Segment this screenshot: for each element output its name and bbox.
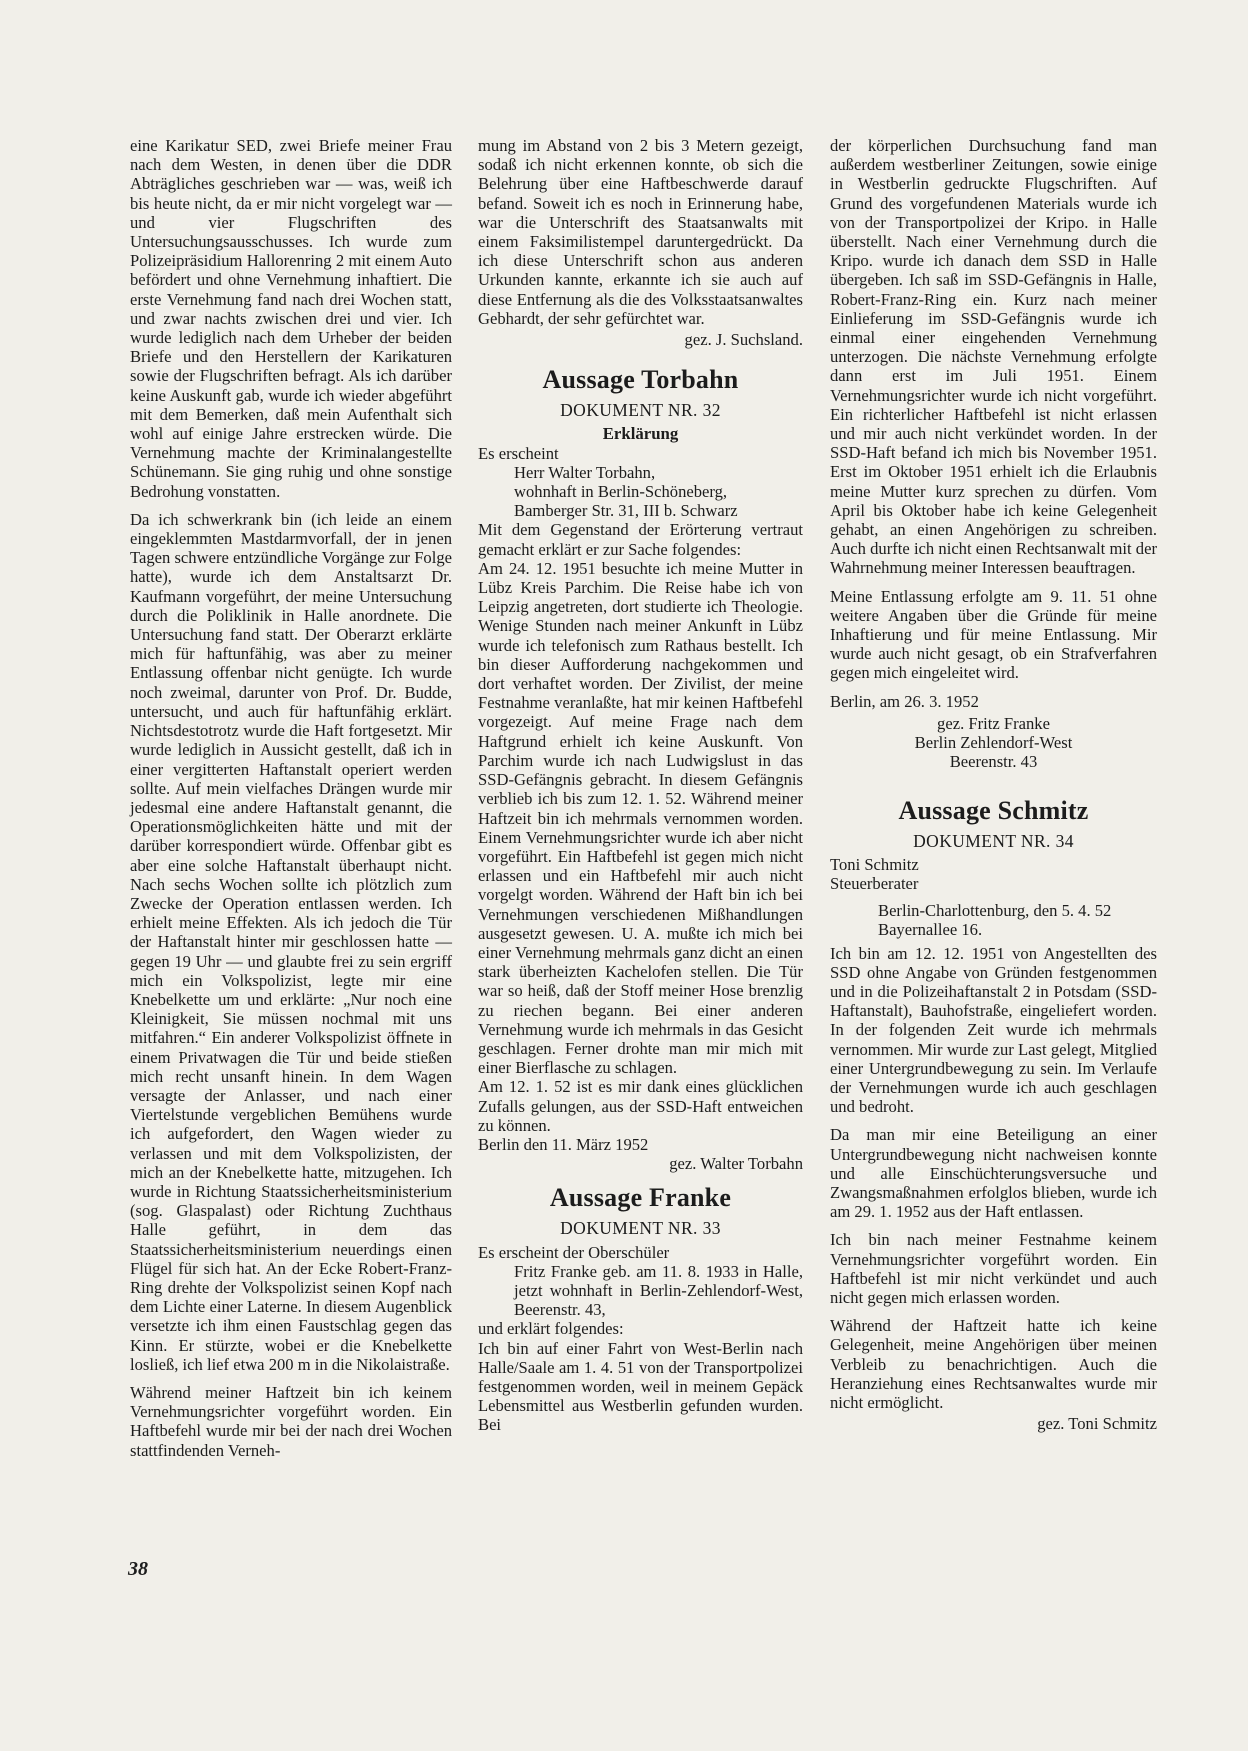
address-line: Bamberger Str. 31, III b. Schwarz <box>514 501 738 521</box>
text-line: Es erscheint <box>478 443 559 463</box>
text-line: Steuerberater <box>830 873 919 893</box>
document-number: DOKUMENT NR. 32 <box>560 400 721 421</box>
paragraph: Da man mir eine Beteiligung an einer Untergrundbewegung nicht nachweisen konnte und alle Einschüchterungsversuche und Zwangsmaßnahmen erfolglos blieben, wurde ich am 29. 1. 1952 aus der Haft entlassen. <box>830 1125 1157 1222</box>
text-line: Toni Schmitz <box>830 854 919 874</box>
column-middle <box>478 136 803 1435</box>
paragraph: Meine Entlassung erfolgte am 9. 11. 51 ohne weitere Angaben über die Gründe für meine Inhaftierung und für meine Entlassung. Mir wurde auch nicht gesagt, ob ein Strafverfahren gegen mich eingeleitet wird. <box>830 586 1157 683</box>
paragraph: Während meiner Haftzeit bin ich keinem Vernehmungsrichter vorgeführt worden. Ein Haftbefehl wurde mir bei der nach drei Wochen stattfindenden Verneh- <box>130 1383 452 1460</box>
paragraph: der körperlichen Durchsuchung fand man außerdem westberliner Zeitungen, sowie einige in Westberlin gedruckte Flugschriften. Auf Grund des vorgefundenen Materials wurde ich von der Transportpolizei der Kripo. in Halle überstellt. Nach einer Vernehmung durch die Kripo. wurde ich danach dem SSD in Halle übergeben. Ich saß im SSD-Gefängnis in Halle, Robert-Franz-Ring ein. Kurz nach meiner Einlieferung im SSD-Gefängnis wurde ich einmal einer eingehenden Vernehmung unterzogen. Die nächste Vernehmung erfolgte dann erst im Juli 1951. Einem Vernehmungsrichter wurde ich nicht vorgeführt. Ein richterlicher Haftbefehl ist nicht erlassen und mir auch nicht verkündet worden. In der SSD-Haft befand ich mich bis November 1951. Erst im Oktober 1951 erhielt ich die Erlaubnis meine Mutter kurz sprechen zu dürfen. Vom April bis Oktober habe ich keine Gelegenheit gehabt, an einen Angehörigen zu schreiben. Auch durfte ich nicht einen Rechtsanwalt mit der Wahrnehmung meiner Interessen beauftragen. <box>830 136 1157 578</box>
paragraph: Am 24. 12. 1951 besuchte ich meine Mutter in Lübz Kreis Parchim. Die Reise habe ich von Leipzig angetreten, dort studierte ich Theologie. Wenige Stunden nach meiner Ankunft in Lübz wurde ich telefonisch zum Rathaus bestellt. Ich bin dieser Aufforderung nachgekommen und dort verhaftet worden. Der Zivilist, der meine Festnahme veranlaßte, hat mir keinen Haftbefehl vorgezeigt. Auf meine Frage nach dem Haftgrund erhielt ich keine Auskunft. Von Parchim wurde ich nach Ludwigslust in das SSD-Gefängnis gebracht. In diesem Gefängnis verblieb ich bis zum 12. 1. 52. Während meiner Haftzeit bin ich mehrmals vernommen worden. Einem Vernehmungsrichter wurde ich aber nicht vorgeführt. Ein Haftbefehl ist gegen mich nicht erlassen und ein Haftbefehl mir auch nicht vorgelgt worden. Während der Haft bin ich bei Vernehmungen verschiedenen Mißhandlungen ausgesetzt gewesen. U. A. mußte ich mich bei einer Vernehmung mehrmals ganz dicht an einen stark überheizten Kachelofen stellen. Die Tür war so heiß, daß der Stoff meiner Hose brenzlig zu riechen begann. Bei einer anderen Vernehmung wurde ich mehrmals in das Gesicht geschlagen. Ferner drohte man mir mich mit einer Bierflasche zu schlagen. <box>478 558 803 1078</box>
signature: gez. Walter Torbahn <box>669 1154 803 1174</box>
page-number: 38 <box>128 1558 148 1580</box>
address-block: Fritz Franke geb. am 11. 8. 1933 in Halle, jetzt wohnhaft in Berlin-Zehlendorf-West, Beerenstr. 43, <box>514 1261 803 1320</box>
paragraph: mung im Abstand von 2 bis 3 Metern gezeigt, sodaß ich nicht erkennen konnte, ob sich die Belehrung über eine Haftbeschwerde darauf befand. Soweit ich es noch in Erinnerung habe, war die Unterschrift des Staatsanwalts mit einem Faksimilistempel daruntergedrückt. Da ich diese Unterschrift schon aus anderen Urkunden kannte, erkannte ich sie auch auf diese Entfernung als die des Volksstaatsanwaltes Gebhardt, der sehr gefürchtet war. <box>478 136 803 328</box>
document-number: DOKUMENT NR. 34 <box>913 830 1074 851</box>
paragraph: Mit dem Gegenstand der Erörterung vertraut gemacht erklärt er zur Sache folgendes: <box>478 520 803 559</box>
address-line: Bayernallee 16. <box>878 920 983 940</box>
paragraph: Da ich schwerkrank bin (ich leide an einem eingeklemmten Mastdarmvorfall, der in jenen Tagen schwere entzündliche Vorgänge zur Folge hatte), wurde ich dem Anstaltsarzt Dr. Kaufmann vorgeführt, der meine Untersuchung durch die Poliklinik in Halle anordnete. Die Untersuchung fand statt. Der Oberarzt erklärte mich für haftunfähig, was aber zu meiner Entlassung offenbar nicht genügte. Ich wurde noch zweimal, darunter von Prof. Dr. Budde, untersucht, und auch für haftunfähig erklärt. Nichtsdestotrotz wurde die Haft fortgesetzt. Mir wurde lediglich in Aussicht gestellt, daß ich in einer vergitterten Haftanstalt operiert werden sollte. Auf mein vielfaches Drängen wurde mir jedesmal eine andere Haftanstalt genannt, die Operationsmöglichkeiten hätte und mit der darüber korrespondiert würde. Offenbar gibt es aber eine solche Haftanstalt überhaupt nicht. Nach sechs Wochen sollte ich plötzlich zum Zwecke der Operation entlassen werden. Ich erhielt meine Effekten. Als ich jedoch die Tür der Haftanstalt hinter mir geschlossen hatte — gegen 19 Uhr — und glaubte frei zu sein ergriff mich ein Volkspolizist, legte mir eine Knebelkette um und erklärte: „Nur noch eine Kleinigkeit, Sie müssen nochmal mit uns mitfahren.“ Ein anderer Volkspolizist öffnete in einem Privatwagen die Tür und beide stießen mich recht unsanft hinein. In dem Wagen versagte der Anlasser, und nach einer Viertelstunde vergeblichen Bemühens wurde ich aufgefordert, den Wagen wieder zu verlassen und mit dem Volkspolizisten, der mich an der Knebelkette hatte, mitzugehen. Ich wurde in Richtung Staatssicherheitsministerium (sog. Glaspalast) oder Richtung Zuchthaus Halle geführt, in dem das Staatssicherheitsministerium neuerdings einen Flügel für sich hat. An der Ecke Robert-Franz-Ring drehte der Volkspolizist seinen Kopf nach dem Lichte einer Laterne. In diesem Augenblick versetzte ich ihm einen Faustschlag gegen das Kinn. Er stürzte, wobei er die Knebelkette losließ, ich lief etwa 200 m in die Nikolaistraße. <box>130 509 452 1374</box>
paragraph: Während der Haftzeit hatte ich keine Gelegenheit, meine Angehörigen über meinen Verbleib zu benachrichtigen. Auch die Heranziehung eines Rechtsanwaltes wurde mir nicht ermöglicht. <box>830 1316 1157 1412</box>
signature: gez. Toni Schmitz <box>1037 1414 1157 1434</box>
heading-aussage-schmitz: Aussage Schmitz <box>898 795 1089 825</box>
date-line: Berlin, am 26. 3. 1952 <box>830 691 979 711</box>
signature: gez. J. Suchsland. <box>684 330 803 350</box>
column-right <box>830 136 1157 1433</box>
subheading-erklaerung: Erklärung <box>602 424 679 444</box>
signature: gez. Fritz Franke <box>937 713 1050 733</box>
paragraph: Ich bin nach meiner Festnahme keinem Vernehmungsrichter vorgeführt worden. Ein Haftbefehl ist mir nicht verkündet und auch nicht gegen mich erlassen worden. <box>830 1230 1157 1307</box>
signature-address: Berlin Zehlendorf-West <box>914 733 1073 753</box>
heading-aussage-torbahn: Aussage Torbahn <box>542 365 739 395</box>
paragraph: Ich bin am 12. 12. 1951 von Angestellten des SSD ohne Angabe von Gründen festgenommen und in die Polizeihaftanstalt 2 in Potsdam (SSD-Haftanstalt), Bauhofstraße, eingeliefert worden. In der folgenden Zeit wurde ich mehrmals vernommen. Mir wurde zur Last gelegt, Mitglied einer Untergrundbewegung zu sein. Im Verlaufe der Vernehmungen wurde ich auch geschlagen und bedroht. <box>830 943 1157 1117</box>
heading-aussage-franke: Aussage Franke <box>549 1183 732 1213</box>
text-line: Es erscheint der Oberschüler <box>478 1242 670 1262</box>
text-line: und erklärt folgendes: <box>478 1319 624 1339</box>
address-line: Herr Walter Torbahn, <box>514 462 656 482</box>
signature-address: Beerenstr. 43 <box>949 752 1038 772</box>
paragraph: Am 12. 1. 52 ist es mir dank eines glücklichen Zufalls gelungen, aus der SSD-Haft entweichen zu können. <box>478 1077 803 1135</box>
place-date-line: Berlin-Charlottenburg, den 5. 4. 52 <box>878 901 1112 921</box>
address-line: wohnhaft in Berlin-Schöneberg, <box>514 482 728 502</box>
column-left <box>130 136 452 1469</box>
date-line: Berlin den 11. März 1952 <box>478 1134 649 1154</box>
paragraph: Ich bin auf einer Fahrt von West-Berlin nach Halle/Saale am 1. 4. 51 von der Transportpolizei festgenommen worden, weil in meinem Gepäck Lebensmittel aus Westberlin gefunden wurden. Bei <box>478 1338 803 1435</box>
paragraph: eine Karikatur SED, zwei Briefe meiner Frau nach dem Westen, in denen über die DDR Abträgliches geschrieben war — was, weiß ich bis heute nicht, da er mir nicht vorgelegt war — und vier Flugschriften des Untersuchungsausschusses. Ich wurde zum Polizeipräsidium Hallorenring 2 mit einem Auto befördert und ohne Vernehmung inhaftiert. Die erste Vernehmung fand nach drei Wochen statt, und zwar nachts zwischen drei und vier. Ich wurde lediglich nach dem Urheber der beiden Briefe und den Herstellern der Karikaturen sowie der Flugschriften befragt. Als ich darüber keine Auskunft gab, wurde ich wieder abgeführt mit dem Bemerken, daß mein Aufenthalt sich wohl auf einige Jahre erstrecken würde. Die Vernehmung machte der Kriminalangestellte Schünemann. Sie ging ruhig und ohne sonstige Bedrohung vonstatten. <box>130 136 452 501</box>
document-number: DOKUMENT NR. 33 <box>560 1218 721 1239</box>
